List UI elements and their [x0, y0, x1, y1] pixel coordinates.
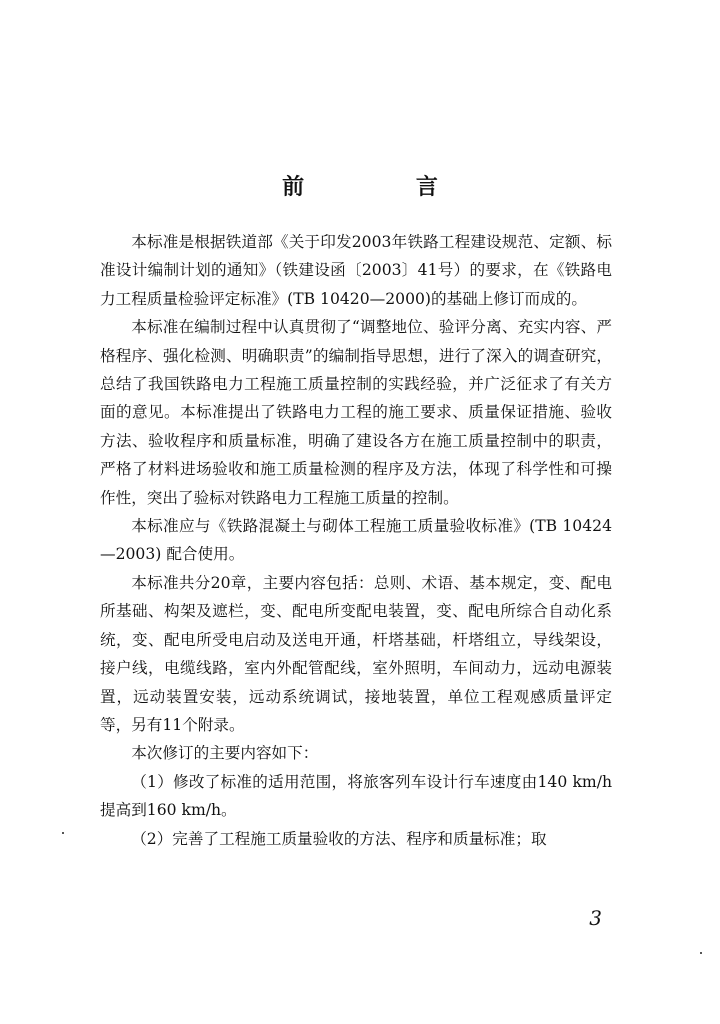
- page-title: 前 言: [282, 174, 490, 200]
- body-text: [100, 228, 612, 853]
- paragraph-2: 本标准在编制过程中认真贯彻了“调整地位、验评分离、充实内容、严格程序、强化检测、明确职责”的编制指导思想，进行了深入的调查研究，总结了我国铁路电力工程施工质量控制的实践经验，并广泛征求了有关方面的意见。本标准提出了铁路电力工程的施工要求、质量保证措施、验收方法、验收程序和质量标准，明确了建设各方在施工质量控制中的职责，严格了材料进场验收和施工质量检测的程序及方法，体现了科学性和可操作性，突出了验标对铁路电力工程施工质量的控制。: [100, 318, 612, 507]
- paragraph-3: 本标准应与《铁路混凝土与砌体工程施工质量验收标准》(TB 10424—2003) 配合使用。: [100, 517, 612, 564]
- paragraph-1: 本标准是根据铁道部《关于印发2003年铁路工程建设规范、定额、标准设计编制计划的通知》（铁建设函〔2003〕41号）的要求，在《铁路电力工程质量检验评定标准》(TB 10420—2000)的基础上修订而成的。: [100, 233, 612, 308]
- paragraph-4: 本标准共分20章，主要内容包括：总则、术语、基本规定，变、配电所基础、构架及遮栏，变、配电所变配电装置，变、配电所综合自动化系统，变、配电所受电启动及送电开通，杆塔基础，杆塔组立，导线架设，接户线，电缆线路，室内外配管配线，室外照明，车间动力，远动电源装置，远动装置安装，远动系统调试，接地装置，单位工程观感质量评定等，另有11个附录。: [100, 573, 612, 734]
- scan-speck: [62, 832, 64, 834]
- paragraph-7: （2）完善了工程施工质量验收的方法、程序和质量标准；取: [131, 829, 547, 848]
- scan-speck: [700, 952, 702, 954]
- paragraph-6: （1）修改了标准的适用范围，将旅客列车设计行车速度由140 km/h提高到160 km/h。: [100, 772, 612, 820]
- paragraph-5: 本次修订的主要内容如下：: [131, 744, 319, 763]
- page-number: 3: [589, 906, 602, 930]
